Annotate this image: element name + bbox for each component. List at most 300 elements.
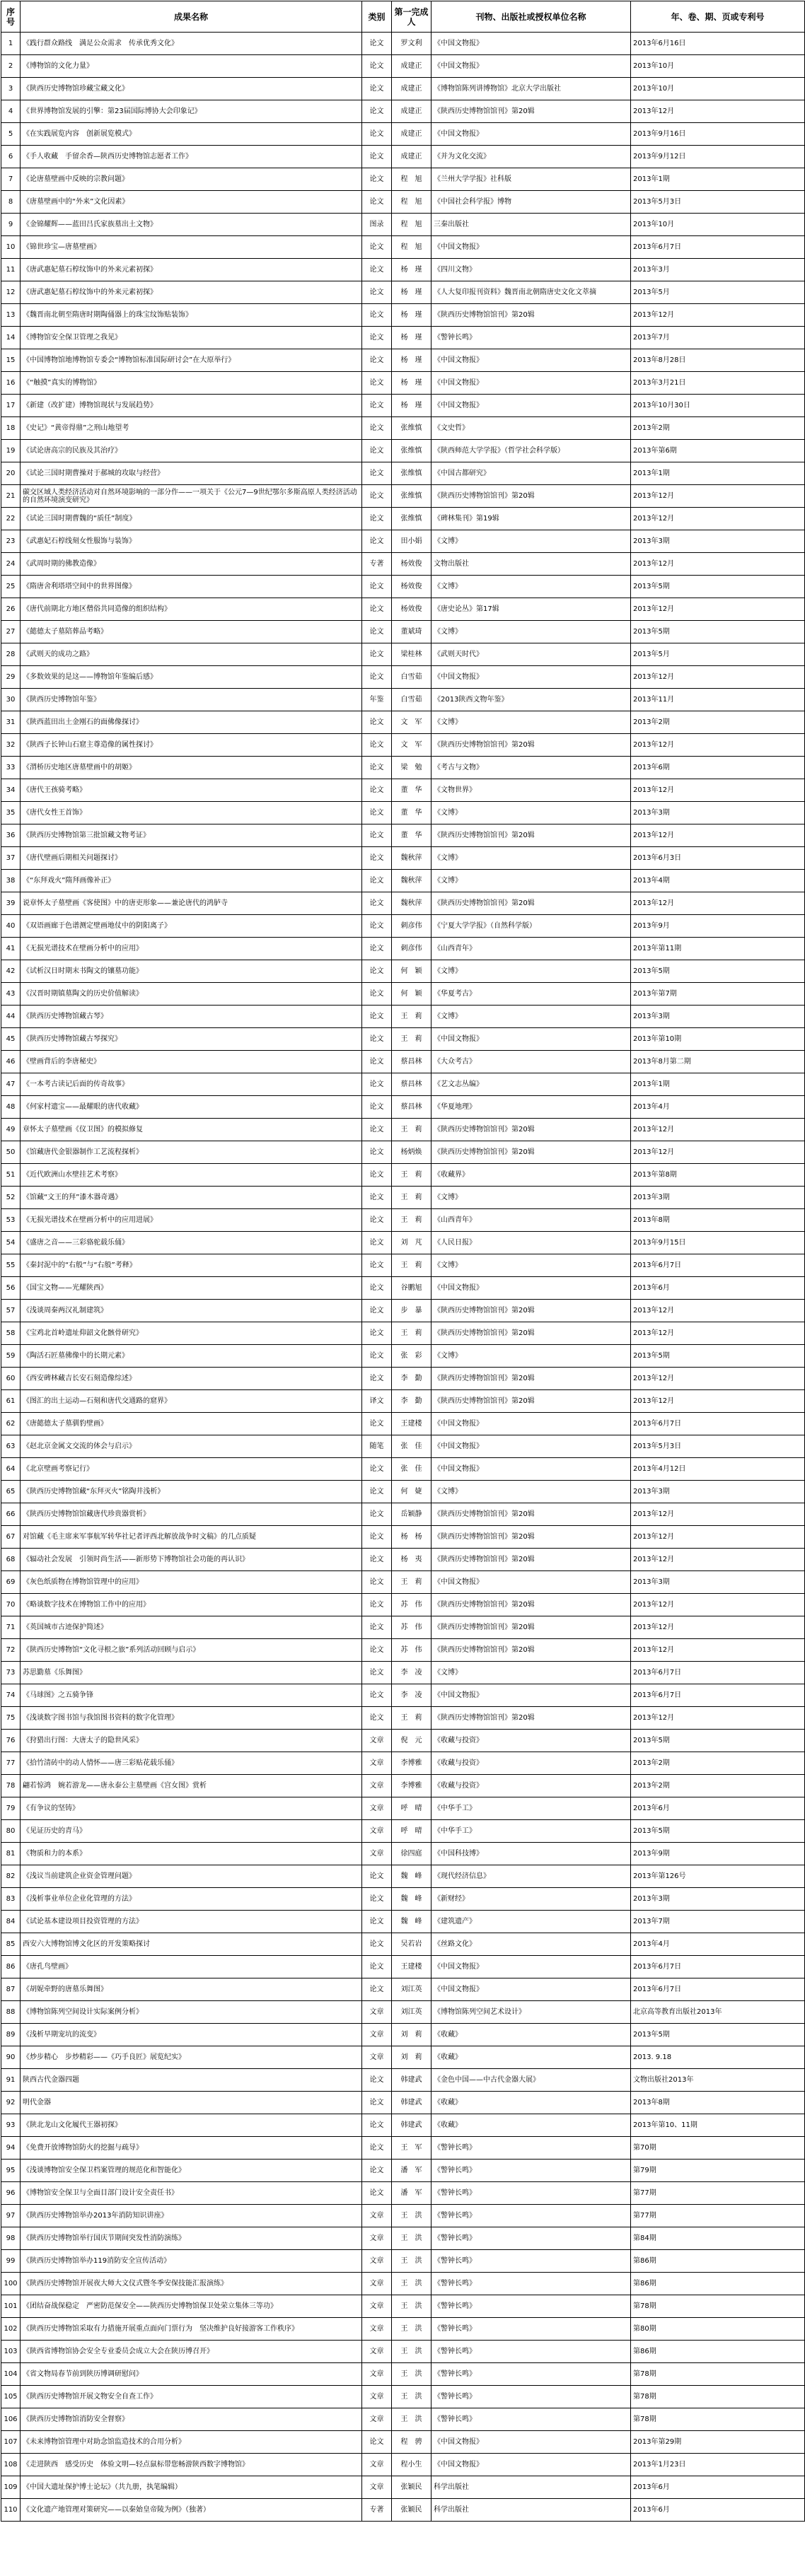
- cell-title: 《壁画背后的李唐秘史》: [21, 1051, 362, 1073]
- cell-author: 苏 伟: [392, 1594, 432, 1616]
- cell-author: 王 洪: [392, 2386, 432, 2408]
- cell-date: 第86期: [631, 2273, 805, 2295]
- cell-index: 19: [1, 440, 21, 462]
- cell-author: 张维慎: [392, 508, 432, 530]
- cell-category: 文章: [362, 1797, 392, 1820]
- cell-category: 文章: [362, 2205, 392, 2227]
- cell-title: 《未来博物馆管理中对助念馆监造技术的合用分析》: [21, 2431, 362, 2454]
- cell-category: 论文: [362, 1865, 392, 1888]
- cell-author: 王 洪: [392, 2227, 432, 2250]
- cell-title: 《省文物局春节前到陕历博调研慰问》: [21, 2363, 362, 2386]
- cell-author: 张维慎: [392, 417, 432, 440]
- cell-index: 70: [1, 1594, 21, 1616]
- cell-date: 2013年5期: [631, 576, 805, 598]
- cell-title: 《陕西历史博物馆珍藏宝藏文化》: [21, 78, 362, 100]
- cell-author: 刺彦伟: [392, 915, 432, 938]
- table-row: [1, 1006, 805, 1028]
- table-row: [1, 711, 805, 734]
- table-row: [1, 1232, 805, 1254]
- cell-publisher: 《警钟长鸣》: [432, 2250, 631, 2273]
- cell-index: 75: [1, 1707, 21, 1730]
- cell-publisher: 《陕西历史博物馆馆刊》第20辑: [432, 1368, 631, 1390]
- cell-title: 《浅议当前建筑企业资金管理问题》: [21, 1865, 362, 1888]
- cell-author: 呼 晴: [392, 1797, 432, 1820]
- cell-index: 26: [1, 598, 21, 621]
- cell-publisher: 《文博》: [432, 530, 631, 553]
- cell-title: 《博物馆陈列空间设计实际案例分析》: [21, 2001, 362, 2024]
- cell-publisher: 《中国文物报》: [432, 1978, 631, 2001]
- cell-date: 2013年12月: [631, 892, 805, 915]
- cell-author: 王 洪: [392, 2408, 432, 2431]
- cell-author: 岳颖静: [392, 1503, 432, 1526]
- cell-publisher: 《文博》: [432, 1254, 631, 1277]
- table-row: [1, 2092, 805, 2114]
- cell-category: 论文: [362, 417, 392, 440]
- table-row: [1, 576, 805, 598]
- cell-publisher: 《中华手工》: [432, 1797, 631, 1820]
- cell-date: 2013年12月: [631, 1300, 805, 1322]
- cell-title: 《武惠妃石椁线刻女性服饰与装饰》: [21, 530, 362, 553]
- table-row: [1, 2431, 805, 2454]
- table-row: [1, 2363, 805, 2386]
- cell-category: 论文: [362, 824, 392, 847]
- cell-author: 王 莉: [392, 1707, 432, 1730]
- cell-category: 论文: [362, 1933, 392, 1956]
- cell-title: 《浅析事业单位企业化管理的方法》: [21, 1888, 362, 1911]
- cell-publisher: 《陕西历史博物馆馆刊》第20辑: [432, 485, 631, 508]
- cell-title: 《陕北龙山文化履代王器初探》: [21, 2114, 362, 2137]
- table-row: [1, 1254, 805, 1277]
- cell-author: 呼 晴: [392, 1820, 432, 1843]
- cell-date: 2013年第10期: [631, 1028, 805, 1051]
- cell-date: 2013年10月: [631, 55, 805, 78]
- cell-author: 谷鹏旭: [392, 1277, 432, 1300]
- cell-author: 成建正: [392, 55, 432, 78]
- cell-author: 魏秋萍: [392, 847, 432, 870]
- cell-date: 2013年12月: [631, 485, 805, 508]
- cell-publisher: 三秦出版社: [432, 214, 631, 236]
- cell-author: 王 莉: [392, 1119, 432, 1141]
- cell-publisher: 《陕西历史博物馆馆刊》第20辑: [432, 1300, 631, 1322]
- table-header-row: [1, 1, 805, 33]
- table-row: [1, 236, 805, 259]
- cell-title: 《唐武惠妃墓石椁纹饰中的外来元素初探》: [21, 281, 362, 304]
- table-row: [1, 643, 805, 666]
- cell-title: 《唐代女性王首饰》: [21, 802, 362, 824]
- cell-title: 《文化遗产地管理对策研究——以秦始皇帝陵为例》（独著）: [21, 2499, 362, 2522]
- cell-publisher: 《文博》: [432, 1187, 631, 1209]
- cell-index: 4: [1, 100, 21, 123]
- cell-category: 论文: [362, 1254, 392, 1277]
- cell-category: 文章: [362, 2363, 392, 2386]
- cell-index: 39: [1, 892, 21, 915]
- cell-publisher: 《中国文物报》: [432, 1684, 631, 1707]
- cell-category: 论文: [362, 236, 392, 259]
- cell-author: 蔡昌林: [392, 1096, 432, 1119]
- cell-publisher: 《警钟长鸣》: [432, 2227, 631, 2250]
- cell-date: 2013年12月: [631, 1616, 805, 1639]
- header-author: 第一完成人: [392, 1, 432, 33]
- cell-title: 明代金器: [21, 2092, 362, 2114]
- cell-date: 第80期: [631, 2318, 805, 2341]
- cell-index: 57: [1, 1300, 21, 1322]
- cell-publisher: 《博物馆陈列讲博物馆》北京大学出版社: [432, 78, 631, 100]
- cell-title: 《武则天的成功之路》: [21, 643, 362, 666]
- cell-publisher: 《警钟长鸣》: [432, 2363, 631, 2386]
- cell-category: 文章: [362, 1730, 392, 1752]
- cell-index: 101: [1, 2295, 21, 2318]
- cell-date: 2013年12月: [631, 1549, 805, 1571]
- table-row: [1, 191, 805, 214]
- cell-index: 29: [1, 666, 21, 689]
- table-row: [1, 304, 805, 327]
- cell-date: 2013年7月: [631, 327, 805, 349]
- cell-author: 杨 瑾: [392, 395, 432, 417]
- table-row: [1, 530, 805, 553]
- cell-date: 2013年12月: [631, 304, 805, 327]
- cell-publisher: 《中国文物报》: [432, 1458, 631, 1481]
- cell-title: 《双语画廊于色谱测定壁画地仗中的阴阳离子》: [21, 915, 362, 938]
- cell-publisher: 《收藏与投资》: [432, 1730, 631, 1752]
- cell-category: 论文: [362, 327, 392, 349]
- cell-author: 蔡昌林: [392, 1051, 432, 1073]
- cell-title: 《宝鸡北首岭遗址仰韶文化骸骨研究》: [21, 1322, 362, 1345]
- cell-title: 《浅谈周秦两汉礼制建筑》: [21, 1300, 362, 1322]
- cell-category: 论文: [362, 666, 392, 689]
- cell-index: 91: [1, 2069, 21, 2092]
- cell-date: 2013年5期: [631, 1345, 805, 1368]
- cell-publisher: 《陕西历史博物馆馆刊》第20辑: [432, 1707, 631, 1730]
- cell-index: 1: [1, 33, 21, 55]
- table-row: [1, 1526, 805, 1549]
- cell-author: 白雪茹: [392, 689, 432, 711]
- table-row: [1, 598, 805, 621]
- cell-index: 87: [1, 1978, 21, 2001]
- cell-author: 张 彩: [392, 1345, 432, 1368]
- cell-author: 杨效俊: [392, 598, 432, 621]
- cell-title: 《中国博物馆地博物馆专委会“博物馆标准国际研讨会”在大原举行》: [21, 349, 362, 372]
- cell-author: 王 莉: [392, 1322, 432, 1345]
- cell-category: 论文: [362, 779, 392, 802]
- cell-title: 《唐代王孩骑考略》: [21, 779, 362, 802]
- cell-title: 《炒步精心 步炒精彩——《巧手良匠》展览纪实》: [21, 2046, 362, 2069]
- cell-index: 14: [1, 327, 21, 349]
- cell-date: 2013年6月7日: [631, 1413, 805, 1435]
- cell-date: 2013年6月: [631, 1797, 805, 1820]
- table-row: [1, 666, 805, 689]
- cell-index: 45: [1, 1028, 21, 1051]
- cell-category: 年鉴: [362, 689, 392, 711]
- cell-author: 成建正: [392, 100, 432, 123]
- cell-category: 论文: [362, 168, 392, 191]
- cell-author: 王 洪: [392, 2295, 432, 2318]
- table-row: [1, 462, 805, 485]
- cell-author: 何 颖: [392, 983, 432, 1006]
- table-row: [1, 146, 805, 168]
- cell-author: 刘 芃: [392, 1232, 432, 1254]
- cell-index: 73: [1, 1662, 21, 1684]
- cell-date: 2013年3期: [631, 530, 805, 553]
- cell-author: 董 华: [392, 802, 432, 824]
- cell-date: 2013年8期: [631, 2092, 805, 2114]
- cell-date: 2013年8期: [631, 1209, 805, 1232]
- table-row: [1, 1390, 805, 1413]
- cell-publisher: 《陕西历史博物馆馆刊》第20辑: [432, 1594, 631, 1616]
- cell-category: 论文: [362, 870, 392, 892]
- cell-author: 韩建武: [392, 2069, 432, 2092]
- cell-title: 《试论唐高宗的民族及其治疗》: [21, 440, 362, 462]
- cell-date: 2013年8月第二期: [631, 1051, 805, 1073]
- cell-author: 张维慎: [392, 485, 432, 508]
- cell-author: 文 军: [392, 711, 432, 734]
- cell-title: 《博物馆安全保卫与全面目部门设计安全责任书》: [21, 2182, 362, 2205]
- cell-date: 2013年第7期: [631, 983, 805, 1006]
- cell-index: 25: [1, 576, 21, 598]
- cell-category: 文章: [362, 2046, 392, 2069]
- cell-category: 文章: [362, 2250, 392, 2273]
- cell-publisher: 《陕西历史博物馆馆刊》第20辑: [432, 1526, 631, 1549]
- cell-author: 何 婕: [392, 1481, 432, 1503]
- table-row: [1, 2499, 805, 2522]
- cell-date: 2013年10月: [631, 78, 805, 100]
- cell-publisher: 《文博》: [432, 802, 631, 824]
- cell-date: 2013年6月: [631, 2499, 805, 2522]
- cell-index: 108: [1, 2454, 21, 2476]
- cell-publisher: 《文博》: [432, 1481, 631, 1503]
- cell-date: 2013年5期: [631, 960, 805, 983]
- cell-author: 苏 伟: [392, 1639, 432, 1662]
- cell-index: 60: [1, 1368, 21, 1390]
- table-row: [1, 779, 805, 802]
- cell-publisher: 《陕西历史博物馆馆刊》第20辑: [432, 1616, 631, 1639]
- cell-author: 魏 峰: [392, 1865, 432, 1888]
- header-title: 成果名称: [21, 1, 362, 33]
- cell-category: 论文: [362, 440, 392, 462]
- cell-publisher: 《中国文物报》: [432, 1571, 631, 1594]
- cell-publisher: 《警钟长鸣》: [432, 2295, 631, 2318]
- cell-title: 《陕西历史博物馆藏古琴探究》: [21, 1028, 362, 1051]
- cell-title: 《一本考古读记后面的传奇故事》: [21, 1073, 362, 1096]
- cell-publisher: 《文史哲》: [432, 417, 631, 440]
- cell-category: 论文: [362, 643, 392, 666]
- cell-index: 97: [1, 2205, 21, 2227]
- cell-date: 2013年4月12日: [631, 1458, 805, 1481]
- cell-author: 董 华: [392, 824, 432, 847]
- cell-index: 62: [1, 1413, 21, 1435]
- cell-author: 张 佳: [392, 1435, 432, 1458]
- table-row: [1, 1616, 805, 1639]
- cell-index: 88: [1, 2001, 21, 2024]
- cell-title: 《试析汉日时期末书陶文的镶墓功能》: [21, 960, 362, 983]
- cell-category: 文章: [362, 2386, 392, 2408]
- cell-title: 《陕西历史博物馆举行国庆节期间突发性消防演练》: [21, 2227, 362, 2250]
- cell-title: 《近代欧洲山水壁挂艺术考察》: [21, 1164, 362, 1187]
- cell-date: 2013年第6期: [631, 440, 805, 462]
- cell-index: 23: [1, 530, 21, 553]
- cell-category: 论文: [362, 915, 392, 938]
- cell-date: 2013年12月: [631, 1368, 805, 1390]
- table-row: [1, 78, 805, 100]
- cell-category: 论文: [362, 2069, 392, 2092]
- cell-category: 论文: [362, 711, 392, 734]
- cell-category: 译文: [362, 1390, 392, 1413]
- cell-category: 论文: [362, 1209, 392, 1232]
- cell-category: 论文: [362, 960, 392, 983]
- cell-category: 论文: [362, 462, 392, 485]
- table-row: [1, 2273, 805, 2295]
- cell-category: 论文: [362, 1028, 392, 1051]
- cell-index: 72: [1, 1639, 21, 1662]
- cell-category: 论文: [362, 33, 392, 55]
- cell-index: 44: [1, 1006, 21, 1028]
- cell-title: 《汉晋时期镇墓陶文的历史价值解读》: [21, 983, 362, 1006]
- cell-author: 张颖民: [392, 2476, 432, 2499]
- cell-index: 68: [1, 1549, 21, 1571]
- cell-date: 第78期: [631, 2408, 805, 2431]
- table-row: [1, 1843, 805, 1865]
- cell-category: 论文: [362, 191, 392, 214]
- table-row: [1, 1277, 805, 1300]
- cell-index: 81: [1, 1843, 21, 1865]
- cell-author: 刘江英: [392, 1978, 432, 2001]
- cell-publisher: 《中国文物报》: [432, 123, 631, 146]
- cell-index: 7: [1, 168, 21, 191]
- cell-date: 第70期: [631, 2137, 805, 2160]
- cell-publisher: 《中国文物报》: [432, 1277, 631, 1300]
- table-row: [1, 2318, 805, 2341]
- cell-index: 59: [1, 1345, 21, 1368]
- cell-category: 论文: [362, 757, 392, 779]
- table-row: [1, 1164, 805, 1187]
- cell-author: 杨 瑾: [392, 304, 432, 327]
- table-row: [1, 1458, 805, 1481]
- cell-publisher: 《警钟长鸣》: [432, 2205, 631, 2227]
- cell-date: 2013年9月: [631, 915, 805, 938]
- cell-title: 《陕西历史博物馆馆藏唐代珍贵器赏析》: [21, 1503, 362, 1526]
- cell-publisher: 文物出版社: [432, 553, 631, 576]
- cell-index: 48: [1, 1096, 21, 1119]
- table-row: [1, 1888, 805, 1911]
- cell-author: 王 洪: [392, 2341, 432, 2363]
- table-row: [1, 1413, 805, 1435]
- cell-category: 论文: [362, 1164, 392, 1187]
- cell-index: 110: [1, 2499, 21, 2522]
- cell-author: 杨 瑾: [392, 349, 432, 372]
- cell-publisher: 《中华手工》: [432, 1820, 631, 1843]
- cell-author: 魏秋萍: [392, 870, 432, 892]
- cell-author: 梁桂林: [392, 643, 432, 666]
- cell-publisher: 《陕西历史博物馆馆刊》第20辑: [432, 1390, 631, 1413]
- cell-index: 35: [1, 802, 21, 824]
- cell-index: 3: [1, 78, 21, 100]
- table-row: [1, 1481, 805, 1503]
- table-row: [1, 1911, 805, 1933]
- table-row: [1, 870, 805, 892]
- table-row: [1, 55, 805, 78]
- cell-title: 《国宝文物——光耀陕西》: [21, 1277, 362, 1300]
- table-row: [1, 2160, 805, 2182]
- cell-title: 《秦封泥中的“右般”与“右般”考释》: [21, 1254, 362, 1277]
- table-row: [1, 983, 805, 1006]
- cell-title: 《博物馆的文化力量》: [21, 55, 362, 78]
- table-row: [1, 2454, 805, 2476]
- cell-date: 文物出版社2013年: [631, 2069, 805, 2092]
- cell-title: 《陕西历史博物馆举办119消防安全宣传活动》: [21, 2250, 362, 2273]
- cell-author: 张维慎: [392, 462, 432, 485]
- cell-index: 96: [1, 2182, 21, 2205]
- cell-publisher: 《中国文物报》: [432, 55, 631, 78]
- cell-index: 18: [1, 417, 21, 440]
- cell-publisher: 《收藏界》: [432, 1164, 631, 1187]
- table-row: [1, 802, 805, 824]
- cell-publisher: 《中国文物报》: [432, 2454, 631, 2476]
- cell-category: 论文: [362, 1594, 392, 1616]
- table-row: [1, 1141, 805, 1164]
- cell-title: 苏思勤墓《乐舞图》: [21, 1662, 362, 1684]
- cell-publisher: 《文博》: [432, 870, 631, 892]
- table-row: [1, 960, 805, 983]
- cell-date: 2013年12月: [631, 553, 805, 576]
- cell-author: 魏 峰: [392, 1911, 432, 1933]
- table-row: [1, 2408, 805, 2431]
- cell-title: 《陕西历史博物馆举办2013年消防知识讲座》: [21, 2205, 362, 2227]
- cell-publisher: 《陕西历史博物馆馆刊》第20辑: [432, 1141, 631, 1164]
- cell-index: 54: [1, 1232, 21, 1254]
- table-row: [1, 1707, 805, 1730]
- cell-title: 《中国大遗址保护博士论坛》（共九册，执笔编辑）: [21, 2476, 362, 2499]
- achievement-table: [1, 1, 805, 2522]
- cell-date: 2013年5期: [631, 2024, 805, 2046]
- cell-title: 《北京壁画考察记行》: [21, 1458, 362, 1481]
- cell-title: 《试论基本建设项目投资管理的方法》: [21, 1911, 362, 1933]
- cell-category: 专著: [362, 2499, 392, 2522]
- cell-index: 50: [1, 1141, 21, 1164]
- table-row: [1, 689, 805, 711]
- cell-index: 47: [1, 1073, 21, 1096]
- cell-publisher: 《陕西历史博物馆馆刊》第20辑: [432, 892, 631, 915]
- cell-publisher: 《武则天时代》: [432, 643, 631, 666]
- cell-author: 李 勤: [392, 1368, 432, 1390]
- cell-publisher: 《金色中国——中古代金器大展》: [432, 2069, 631, 2092]
- cell-publisher: 《中国文物报》: [432, 1435, 631, 1458]
- cell-index: 64: [1, 1458, 21, 1481]
- cell-date: 2013年第29期: [631, 2431, 805, 2454]
- table-row: [1, 372, 805, 395]
- table-row: [1, 1368, 805, 1390]
- cell-publisher: 《文博》: [432, 960, 631, 983]
- cell-category: 论文: [362, 1300, 392, 1322]
- cell-category: 文章: [362, 2273, 392, 2295]
- cell-publisher: 《文博》: [432, 847, 631, 870]
- cell-category: 论文: [362, 1662, 392, 1684]
- cell-title: 《唐墓壁画中的“外来”文化因素》: [21, 191, 362, 214]
- cell-author: 王 莉: [392, 1028, 432, 1051]
- cell-author: 张维慎: [392, 440, 432, 462]
- cell-title: 《陕西历史博物馆开展文物安全自查工作》: [21, 2386, 362, 2408]
- table-row: [1, 1187, 805, 1209]
- cell-date: 2013年2期: [631, 1752, 805, 1775]
- cell-category: 论文: [362, 281, 392, 304]
- cell-publisher: 《中国文物报》: [432, 2431, 631, 2454]
- cell-publisher: 《人大复印报刊资料》魏晋南北朝隋唐史文化文萃摘: [432, 281, 631, 304]
- table-row: [1, 1345, 805, 1368]
- table-row: [1, 2205, 805, 2227]
- cell-publisher: 《兰州大学学报》社科版: [432, 168, 631, 191]
- cell-date: 2013年5月: [631, 643, 805, 666]
- table-row: [1, 847, 805, 870]
- cell-title: 《“触摸”真实的博物馆》: [21, 372, 362, 395]
- cell-category: 论文: [362, 1978, 392, 2001]
